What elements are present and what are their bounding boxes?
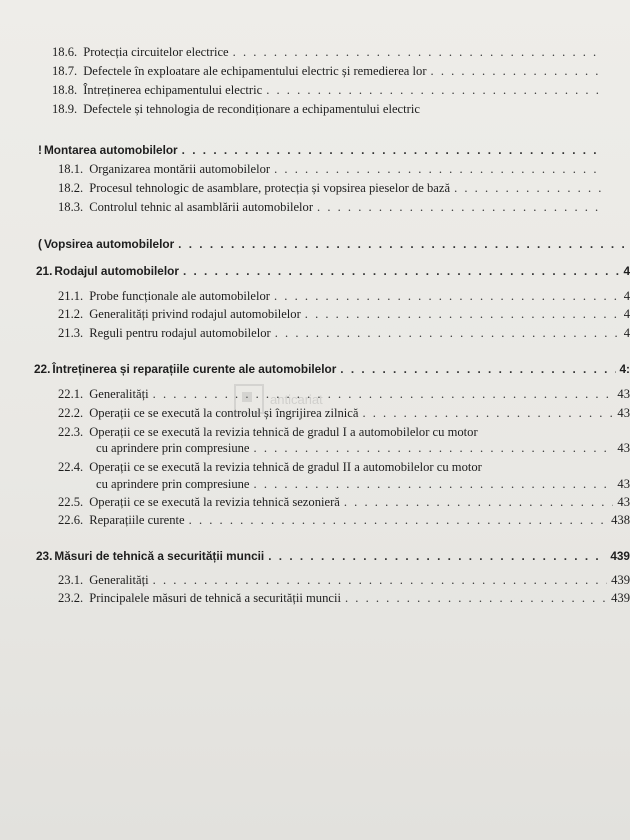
entry-number: 21.1. <box>58 289 84 303</box>
toc-entry <box>58 288 630 304</box>
toc-entry <box>58 424 630 440</box>
dot-leader <box>305 306 620 322</box>
entry-title: Defectele și tehnologia de recondiționare a echipamentului electric <box>83 102 420 116</box>
dot-leader <box>266 82 604 98</box>
watermark-logo-icon <box>234 384 264 414</box>
entry-page: 4 <box>623 307 630 321</box>
entry-number: 18.8. <box>52 83 78 97</box>
chapter-title: Vopsirea automobilelor <box>43 237 175 251</box>
chapter-title: Măsuri de tehnică a securității muncii <box>54 549 265 563</box>
dot-leader <box>362 405 613 421</box>
entry-page: 43 <box>617 495 630 509</box>
toc-chapter <box>36 548 630 564</box>
entry-title: Protecția circuitelor electrice <box>83 45 229 59</box>
chapter-number: ! <box>38 143 42 157</box>
dot-leader <box>274 288 620 304</box>
entry-number: 21.2. <box>58 307 84 321</box>
entry-number: 22.3. <box>58 425 84 439</box>
toc-chapter <box>38 142 608 158</box>
entry-title: Organizarea montării automobilelor <box>89 162 271 176</box>
entry-number: 18.7. <box>52 64 78 78</box>
dot-leader <box>274 161 604 177</box>
entry-title: Generalități <box>89 573 149 587</box>
dot-leader <box>153 572 607 588</box>
dot-leader <box>254 476 614 492</box>
toc-entry <box>58 494 630 510</box>
entry-page: 439 <box>611 573 630 587</box>
toc-entry-continuation <box>96 440 630 456</box>
dot-leader <box>345 590 607 606</box>
entry-title: Defectele în exploatare ale echipamentului electric și remedierea lor <box>83 64 427 78</box>
dot-leader <box>254 440 614 456</box>
toc-entry <box>58 199 608 215</box>
entry-title: Generalități <box>89 387 149 401</box>
toc-entry <box>58 572 630 588</box>
dot-leader <box>344 494 614 510</box>
entry-number: 22.1. <box>58 387 84 401</box>
entry-title: Operații ce se execută la revizia tehnică de gradul I a automobilelor cu motor <box>89 425 478 439</box>
entry-title: Procesul tehnologic de asamblare, protecția și vopsirea pieselor de bază <box>89 181 451 195</box>
dot-leader <box>183 263 620 279</box>
chapter-number: 22. <box>34 362 51 376</box>
entry-page: 4 <box>623 289 630 303</box>
entry-number: 23.1. <box>58 573 84 587</box>
toc-entry-continuation <box>96 476 630 492</box>
chapter-page: 4 <box>623 264 630 278</box>
entry-title: Reguli pentru rodajul automobilelor <box>89 326 271 340</box>
chapter-title: Întreținerea și reparațiile curente ale automobilelor <box>52 362 337 376</box>
entry-number: 22.5. <box>58 495 84 509</box>
dot-leader <box>340 361 615 377</box>
chapter-page: 439 <box>610 549 630 563</box>
entry-number: 18.2. <box>58 181 84 195</box>
toc-entry <box>58 306 630 322</box>
dot-leader <box>178 236 626 252</box>
toc-entry <box>58 180 608 196</box>
entry-number: 22.2. <box>58 406 84 420</box>
entry-title-continued: cu aprindere prin compresiune <box>96 441 250 455</box>
toc-entry <box>58 512 630 528</box>
chapter-title: Rodajul automobilelor <box>54 264 179 278</box>
dot-leader <box>182 142 604 158</box>
entry-title: Întreținerea echipamentului electric <box>83 83 263 97</box>
entry-title: Probe funcționale ale automobilelor <box>89 289 270 303</box>
chapter-number: ( <box>38 237 42 251</box>
entry-number: 18.1. <box>58 162 84 176</box>
toc-entry <box>58 325 630 341</box>
entry-number: 18.6. <box>52 45 78 59</box>
toc-entry <box>52 101 608 117</box>
entry-title: Operații ce se execută la revizia tehnică de gradul II a automobilelor cu motor <box>89 460 482 474</box>
dot-leader <box>233 44 604 60</box>
entry-page: 438 <box>611 513 630 527</box>
toc-chapter <box>36 263 630 279</box>
dot-leader <box>275 325 620 341</box>
watermark <box>234 384 384 414</box>
chapter-title: Montarea automobilelor <box>43 143 178 157</box>
dot-leader <box>268 548 606 564</box>
chapter-number: 23. <box>36 549 53 563</box>
entry-title: Controlul tehnic al asamblării automobilelor <box>89 200 314 214</box>
entry-number: 18.9. <box>52 102 78 116</box>
chapter-page: 4: <box>619 362 630 376</box>
entry-page: 43 <box>617 406 630 420</box>
dot-leader <box>454 180 604 196</box>
toc-entry <box>58 459 630 475</box>
entry-title: Principalele măsuri de tehnică a securității muncii <box>89 591 341 605</box>
entry-page: 439 <box>611 591 630 605</box>
entry-page: 43 <box>617 477 630 491</box>
entry-title-continued: cu aprindere prin compresiune <box>96 477 250 491</box>
entry-title: Reparațiile curente <box>89 513 185 527</box>
chapter-number: 21. <box>36 264 53 278</box>
entry-page: 43 <box>617 441 630 455</box>
toc-entry <box>58 590 630 606</box>
toc-chapter <box>34 361 630 377</box>
entry-number: 22.4. <box>58 460 84 474</box>
entry-number: 18.3. <box>58 200 84 214</box>
toc-entry <box>52 82 608 98</box>
entry-number: 21.3. <box>58 326 84 340</box>
dot-leader <box>317 199 604 215</box>
entry-title: Operații ce se execută la revizia tehnică sezonieră <box>89 495 340 509</box>
toc-entry <box>52 44 608 60</box>
toc-chapter <box>38 236 630 252</box>
entry-page: 4 <box>623 326 630 340</box>
toc-entry <box>58 161 608 177</box>
dot-leader <box>431 63 604 79</box>
watermark-text: anticariat <box>270 391 323 407</box>
toc-entry <box>52 63 608 79</box>
dot-leader <box>189 512 607 528</box>
entry-title: Generalități privind rodajul automobilelor <box>89 307 301 321</box>
entry-number: 22.6. <box>58 513 84 527</box>
entry-page: 43 <box>617 387 630 401</box>
entry-number: 23.2. <box>58 591 84 605</box>
entry-title: Operații ce se execută la controlul și îngrijirea zilnică <box>89 406 359 420</box>
